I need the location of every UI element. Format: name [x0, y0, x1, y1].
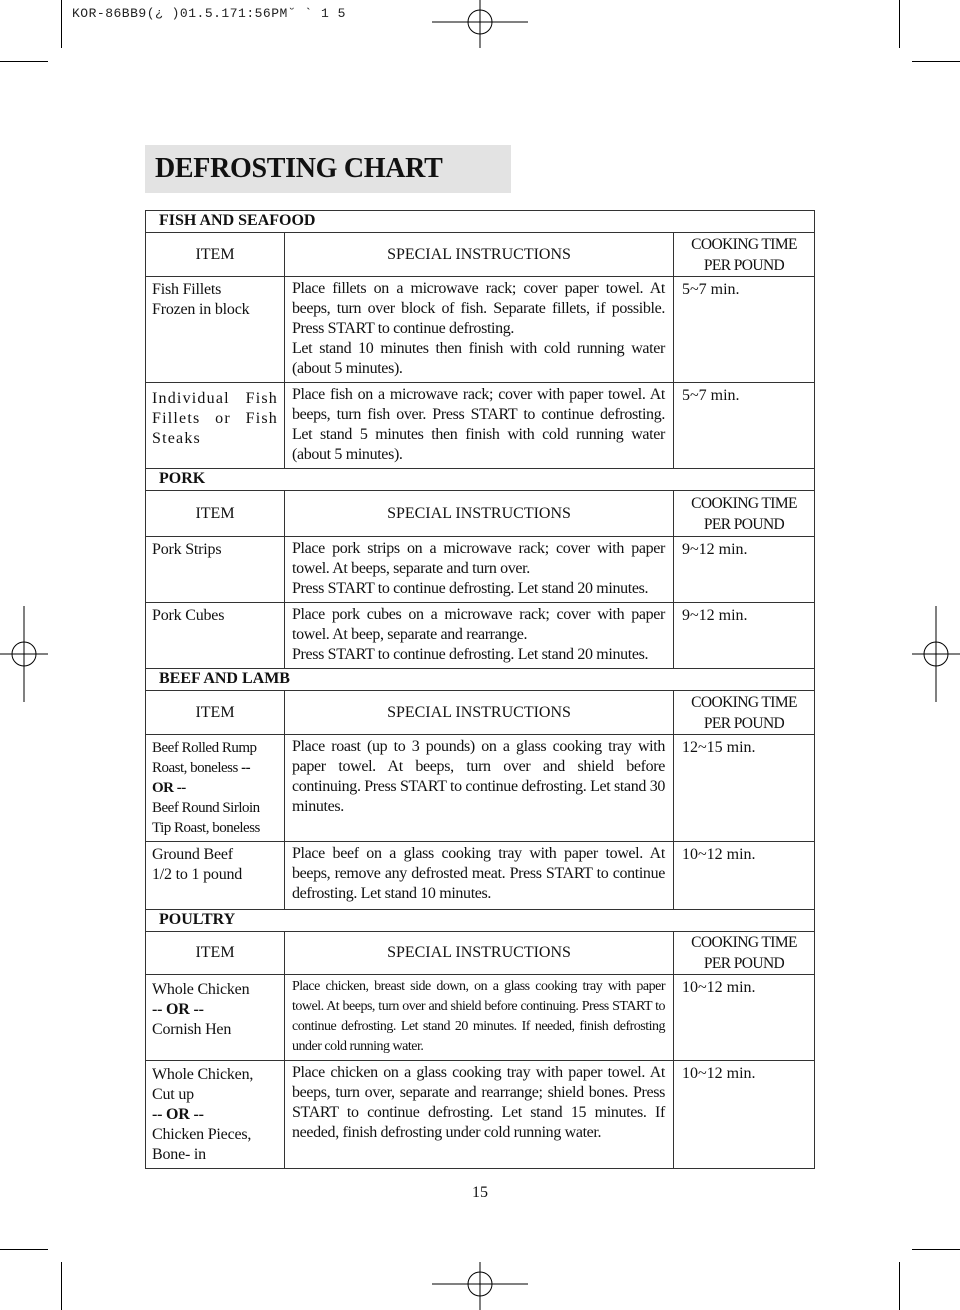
header-row: [146, 691, 815, 735]
column-header-item: ITEM: [146, 932, 285, 975]
registration-mark-icon: [0, 606, 48, 702]
crop-mark: [61, 1262, 62, 1310]
table-row: [146, 383, 815, 469]
instructions-cell: Place fish on a microwave rack; cover with paper towel. At beeps, turn fish over. Press START to continue defrosting. Let stand 5 minutes then finish with cold running water (about 5 minutes).: [285, 383, 674, 469]
column-header-time: COOKING TIME PER POUND: [674, 233, 815, 277]
section-title-beef: BEEF AND LAMB: [146, 669, 815, 691]
crop-mark: [0, 1249, 48, 1250]
item-cell: Fish Fillets Frozen in block: [146, 277, 285, 383]
column-header-instructions: SPECIAL INSTRUCTIONS: [285, 491, 674, 537]
page-number: 15: [472, 1184, 488, 1201]
item-cell: Individual Fish Fillets or Fish Steaks: [146, 383, 285, 469]
item-cell: Whole Chicken, Cut up -- OR -- Chicken Pieces, Bone- in: [146, 1061, 285, 1169]
item-cell: Beef Rolled Rump Roast, boneless -- OR -- Beef Round Sirloin Tip Roast, boneless: [146, 735, 285, 842]
registration-mark-icon: [432, 0, 528, 48]
table-row: [146, 277, 815, 383]
item-cell: Whole Chicken -- OR -- Cornish Hen: [146, 975, 285, 1061]
item-cell: Pork Cubes: [146, 603, 285, 669]
header-row: [146, 491, 815, 537]
section-title-pork: PORK: [146, 469, 815, 491]
table-row: [146, 1061, 815, 1169]
section-row: [146, 910, 815, 932]
item-cell: Pork Strips: [146, 537, 285, 603]
defrosting-chart-table: [145, 210, 815, 1169]
registration-mark-icon: [432, 1262, 528, 1310]
time-cell: 5~7 min.: [674, 277, 815, 383]
header-row: [146, 932, 815, 975]
time-cell: 10~12 min.: [674, 975, 815, 1061]
table-row: [146, 735, 815, 842]
time-cell: 12~15 min.: [674, 735, 815, 842]
table-row: [146, 603, 815, 669]
instructions-cell: Place pork strips on a microwave rack; cover with paper towel. At beeps, separate and turn over. Press START to continue defrosting. Let stand 20 minutes.: [285, 537, 674, 603]
column-header-instructions: SPECIAL INSTRUCTIONS: [285, 932, 674, 975]
crop-mark: [899, 1262, 900, 1310]
instructions-cell: Place chicken on a glass cooking tray with paper towel. At beeps, turn over, separate and rearrange; shield bones. Press START to continue defrosting. Let stand 15 minutes. If needed, finish defrosting under cold running water.: [285, 1061, 674, 1169]
time-cell: 9~12 min.: [674, 537, 815, 603]
time-cell: 10~12 min.: [674, 1061, 815, 1169]
registration-mark-icon: [912, 606, 960, 702]
print-slug: KOR-86BB9(¿ )01.5.171:56PM˘ ` 1 5: [72, 6, 346, 21]
column-header-instructions: SPECIAL INSTRUCTIONS: [285, 233, 674, 277]
column-header-item: ITEM: [146, 233, 285, 277]
table-row: [146, 842, 815, 910]
section-row: [146, 469, 815, 491]
crop-mark: [912, 61, 960, 62]
instructions-cell: Place chicken, breast side down, on a glass cooking tray with paper towel. At beeps, turn over and shield before continuing. Press START to continue defrosting. Let stand 20 minutes. If needed, finish defrosting under cold running water.: [285, 975, 674, 1061]
section-title-poultry: POULTRY: [146, 910, 815, 932]
section-row: [146, 211, 815, 233]
time-cell: 10~12 min.: [674, 842, 815, 910]
column-header-time: COOKING TIME PER POUND: [674, 932, 815, 975]
column-header-time: COOKING TIME PER POUND: [674, 691, 815, 735]
header-row: [146, 233, 815, 277]
section-row: [146, 669, 815, 691]
instructions-cell: Place fillets on a microwave rack; cover paper towel. At beeps, turn over block of fish. Separate fillets, if possible. Press START to continue defrosting. Let stand 10 minutes then finish with cold running water (about 5 minutes).: [285, 277, 674, 383]
instructions-cell: Place roast (up to 3 pounds) on a glass cooking tray with paper towel. At beeps, turn over and shield before continuing. Press START to continue defrosting. Let stand 30 minutes.: [285, 735, 674, 842]
instructions-cell: Place pork cubes on a microwave rack; cover with paper towel. At beep, separate and rearrange. Press START to continue defrosting. Let stand 20 minutes.: [285, 603, 674, 669]
time-cell: 9~12 min.: [674, 603, 815, 669]
table-row: [146, 975, 815, 1061]
column-header-time: COOKING TIME PER POUND: [674, 491, 815, 537]
column-header-item: ITEM: [146, 491, 285, 537]
crop-mark: [899, 0, 900, 48]
instructions-cell: Place beef on a glass cooking tray with paper towel. At beeps, remove any defrosted meat. Press START to continue defrosting. Let stand 10 minutes.: [285, 842, 674, 910]
time-cell: 5~7 min.: [674, 383, 815, 469]
column-header-instructions: SPECIAL INSTRUCTIONS: [285, 691, 674, 735]
section-title-fish: FISH AND SEAFOOD: [146, 211, 815, 233]
title-banner: [145, 145, 511, 193]
table-row: [146, 537, 815, 603]
crop-mark: [912, 1249, 960, 1250]
column-header-item: ITEM: [146, 691, 285, 735]
item-cell: Ground Beef 1/2 to 1 pound: [146, 842, 285, 910]
page-title: DEFROSTING CHART: [155, 153, 443, 184]
crop-mark: [0, 61, 48, 62]
crop-mark: [61, 0, 62, 48]
